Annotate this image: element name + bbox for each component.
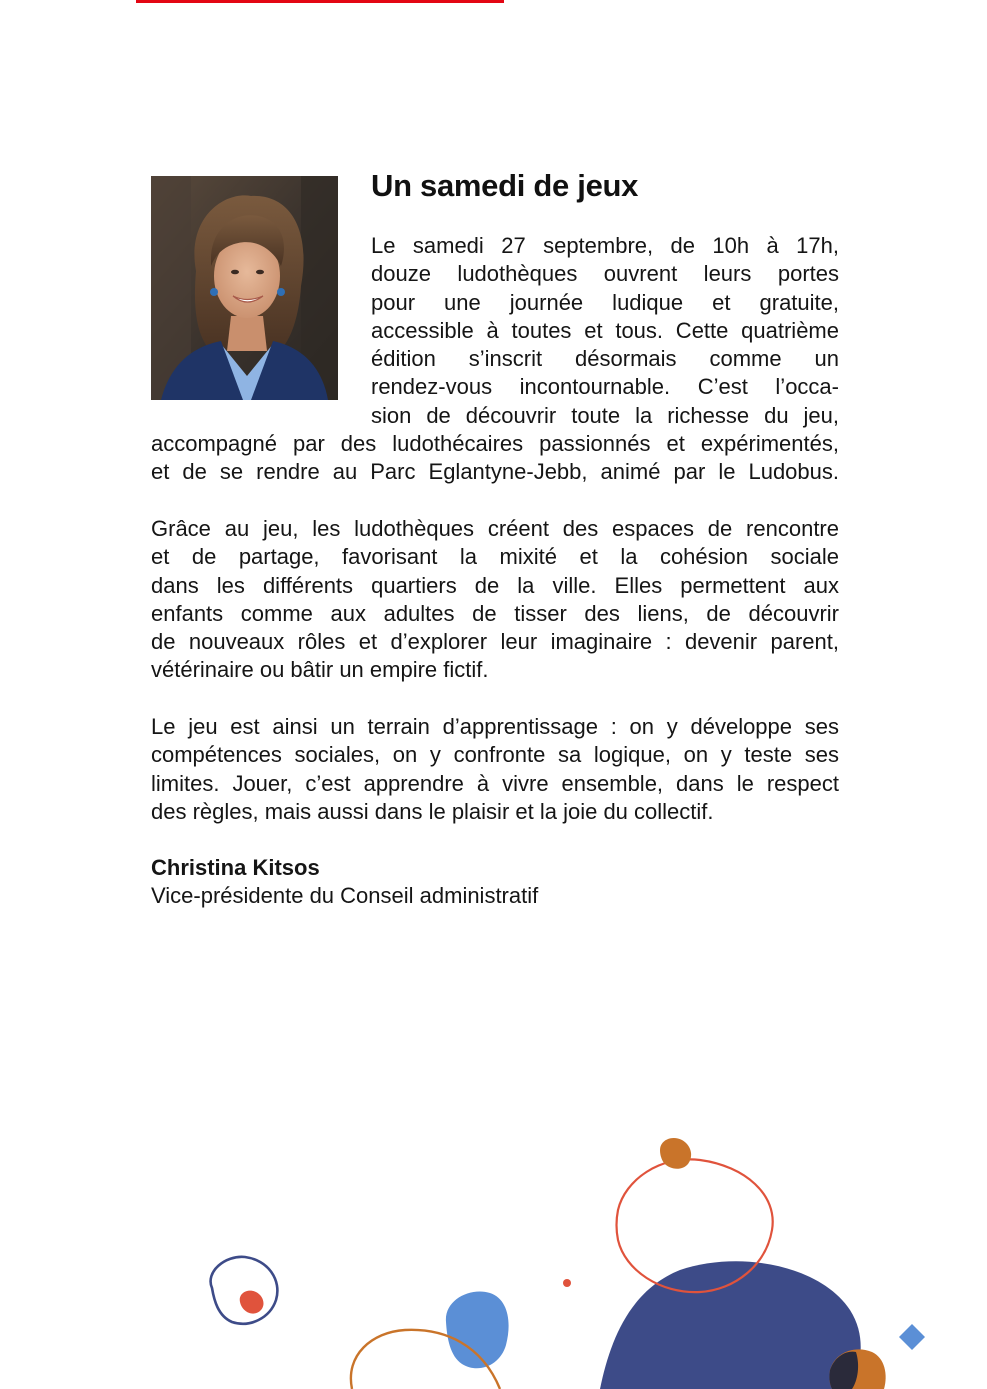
text-line: Grâce au jeu, les ludothèques créent des espaces de rencontre xyxy=(151,516,839,541)
navy-outline-shape xyxy=(211,1257,278,1324)
text-line: rendez-vous incontournable. C’est l’occa- xyxy=(371,374,839,400)
signature-block xyxy=(151,854,839,911)
text-line: pour une journée ludique et gratuite, xyxy=(371,289,839,315)
text-line: limites. Jouer, c’est apprendre à vivre ensemble, dans le respect xyxy=(151,770,839,796)
light-blue-blob xyxy=(446,1292,509,1369)
coral-dot-shape xyxy=(240,1291,264,1314)
signature-name: Christina Kitsos xyxy=(151,855,320,880)
text-line: Le jeu est ainsi un terrain d’apprentissage : on y développe ses xyxy=(151,714,839,739)
decorative-shapes xyxy=(0,1100,987,1389)
text-line: édition s’inscrit désormais comme un xyxy=(371,346,839,372)
text-line: Le samedi 27 septembre, de 10h à 17h, xyxy=(371,233,839,258)
article-title: Un samedi de jeux xyxy=(371,168,639,203)
body-paragraph-2 xyxy=(151,515,839,685)
text-line: et de se rendre au Parc Eglantyne-Jebb, animé par le Ludobus. xyxy=(151,459,839,485)
text-line: enfants comme aux adultes de tisser des liens, de découvrir xyxy=(151,600,839,626)
signature-role: Vice-présidente du Conseil administratif xyxy=(151,883,539,909)
text-line: des règles, mais aussi dans le plaisir et la joie du collectif. xyxy=(151,798,714,824)
text-line: vétérinaire ou bâtir un empire fictif. xyxy=(151,657,489,683)
text-line: et de partage, favorisant la mixité et la cohésion sociale xyxy=(151,544,839,570)
top-red-rule xyxy=(136,0,504,3)
text-line: accompagné par des ludothécaires passionnés et expérimentés, xyxy=(151,431,839,457)
intro-paragraph xyxy=(151,232,839,487)
body-paragraph-3 xyxy=(151,713,839,826)
small-coral-dot xyxy=(563,1279,571,1287)
light-blue-diamond xyxy=(899,1324,925,1350)
text-line: accessible à toutes et tous. Cette quatrième xyxy=(371,317,839,343)
text-line: sion de découvrir toute la richesse du jeu, xyxy=(371,402,839,428)
text-line: de nouveaux rôles et d’explorer leur imaginaire : devenir parent, xyxy=(151,629,839,655)
text-line: dans les différents quartiers de la ville. Elles permettent aux xyxy=(151,572,839,598)
text-line: compétences sociales, on y confronte sa logique, on y teste ses xyxy=(151,742,839,768)
navy-blob xyxy=(600,1261,861,1389)
text-line: douze ludothèques ouvrent leurs portes xyxy=(371,261,839,287)
